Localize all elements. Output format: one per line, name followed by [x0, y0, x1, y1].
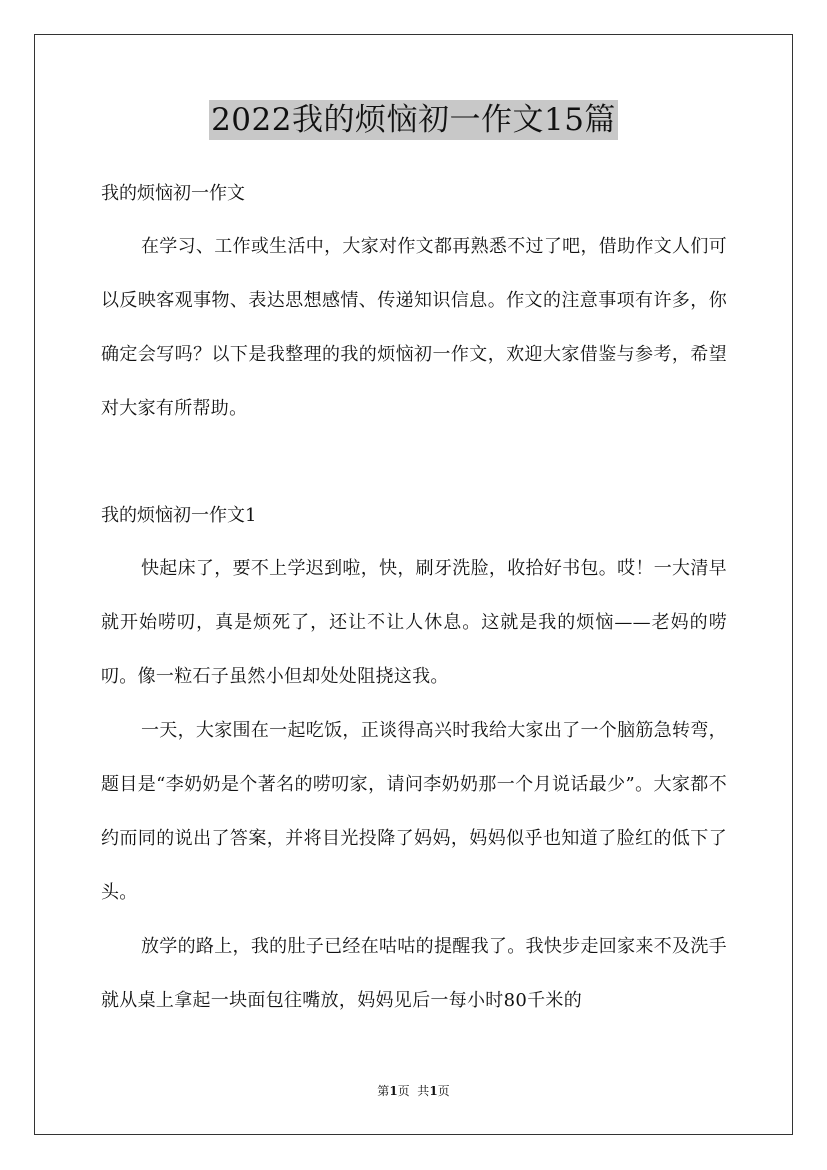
title-container: [0, 100, 827, 140]
page-label-suffix: 页: [437, 1084, 450, 1098]
page-current-number: 1: [389, 1084, 398, 1098]
intro-paragraph: 在学习、工作或生活中，大家对作文都再熟悉不过了吧，借助作文人们可以反映客观事物、表达思想感情、传递知识信息。作文的注意事项有许多，你确定会写吗？以下是我整理的我的烦恼初一作文，欢迎大家借鉴与参考，希望对大家有所帮助。: [101, 236, 727, 419]
section1-heading: 我的烦恼初一作文1: [101, 505, 257, 526]
section1-paragraph: 放学的路上，我的肚子已经在咕咕的提醒我了。我快步走回家来不及洗手就从桌上拿起一块面包往嘴放，妈妈见后一每小时80千米的: [101, 936, 727, 1011]
page-footer: [0, 1082, 827, 1100]
section-gap: [101, 436, 727, 490]
document-body: [101, 168, 727, 1028]
intro-heading: 我的烦恼初一作文: [101, 183, 245, 204]
page-label-mid: 页 共: [397, 1084, 430, 1098]
section1-paragraph: 快起床了，要不上学迟到啦，快，刷牙洗脸，收拾好书包。哎！一大清早就开始唠叨，真是烦死了，还让不让人休息。这就是我的烦恼——老妈的唠叨。像一粒石子虽然小但却处处阻挠这我。: [101, 558, 727, 687]
page-total-number: 1: [429, 1084, 438, 1098]
section1-paragraph: 一天，大家围在一起吃饭，正谈得高兴时我给大家出了一个脑筋急转弯，题目是“李奶奶是个著名的唠叨家，请问李奶奶那一个月说话最少”。大家都不约而同的说出了答案，并将目光投降了妈妈，妈妈似乎也知道了脸红的低下了头。: [101, 720, 727, 903]
document-title: 2022我的烦恼初一作文15篇: [211, 102, 616, 138]
page-label-prefix: 第: [377, 1084, 390, 1098]
